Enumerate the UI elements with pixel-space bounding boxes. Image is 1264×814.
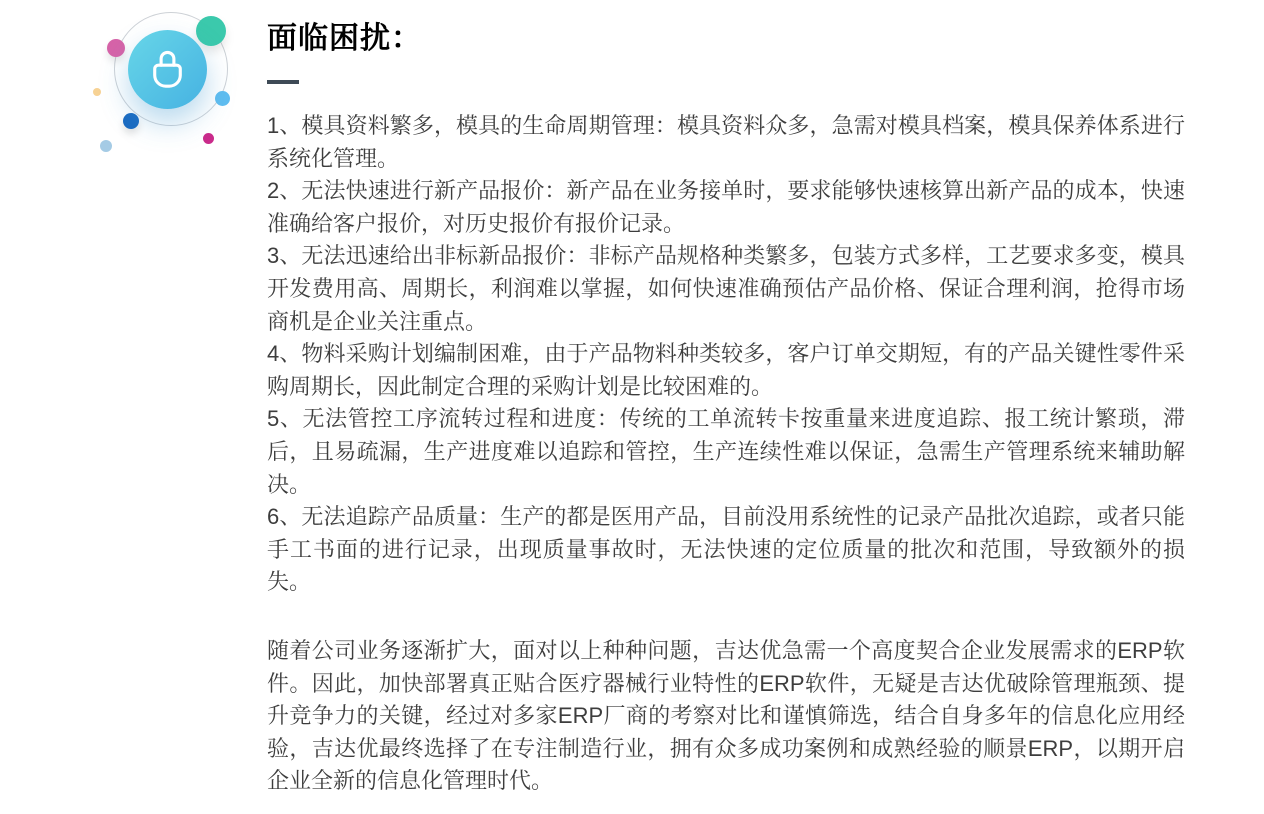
issue-item: 2、无法快速进行新产品报价：新产品在业务接单时，要求能够快速核算出新产品的成本，快速准确给客户报价，对历史报价有报价记录。: [267, 178, 1185, 236]
closing-paragraph: 随着公司业务逐渐扩大，面对以上种种问题，吉达优急需一个高度契合企业发展需求的ERP软件。因此，加快部署真正贴合医疗器械行业特性的ERP软件，无疑是吉达优破除管理瓶颈、提升竞争力的关键，经过对多家ERP厂商的考察对比和谨慎筛选，结合自身多年的信息化应用经验，吉达优最终选择了在专注制造行业，拥有众多成功案例和成熟经验的顺景ERP，以期开启企业全新的信息化管理时代。: [267, 637, 1185, 794]
title-underline: [267, 80, 299, 84]
teal-dot: [196, 16, 226, 46]
lock-icon: [151, 46, 184, 93]
pink-dot: [107, 39, 125, 57]
issue-item: 5、无法管控工序流转过程和进度：传统的工单流转卡按重量来进度追踪、报工统计繁琐，滞后，且易疏漏，生产进度难以追踪和管控，生产连续性难以保证，急需生产管理系统来辅助解决。: [267, 406, 1185, 497]
page-title: 面临困扰：: [267, 22, 422, 55]
issue-item: 6、无法追踪产品质量：生产的都是医用产品，目前没用系统性的记录产品批次追踪，或者只能手工书面的进行记录，出现质量事故时，无法快速的定位质量的批次和范围，导致额外的损失。: [267, 504, 1185, 595]
lock-badge: [90, 0, 240, 160]
yellow-dot: [93, 88, 101, 96]
magenta-dot: [203, 133, 214, 144]
content-column: [267, 0, 1185, 798]
dark-blue-dot: [123, 113, 139, 129]
gradient-circle: [128, 30, 207, 109]
issue-item: 4、物料采购计划编制困难，由于产品物料种类较多，客户订单交期短，有的产品关键性零件采购周期长，因此制定合理的采购计划是比较困难的。: [267, 341, 1185, 399]
steel-blue-dot: [100, 140, 112, 152]
issue-item: 3、无法迅速给出非标新品报价：非标产品规格种类繁多，包装方式多样，工艺要求多变，模具开发费用高、周期长，利润难以掌握，如何快速准确预估产品价格、保证合理利润，抢得市场商机是企业关注重点。: [267, 243, 1185, 334]
issues-list: [267, 110, 1185, 599]
light-blue-dot: [215, 91, 230, 106]
issue-item: 1、模具资料繁多，模具的生命周期管理：模具资料众多，急需对模具档案，模具保养体系进行系统化管理。: [267, 113, 1185, 171]
